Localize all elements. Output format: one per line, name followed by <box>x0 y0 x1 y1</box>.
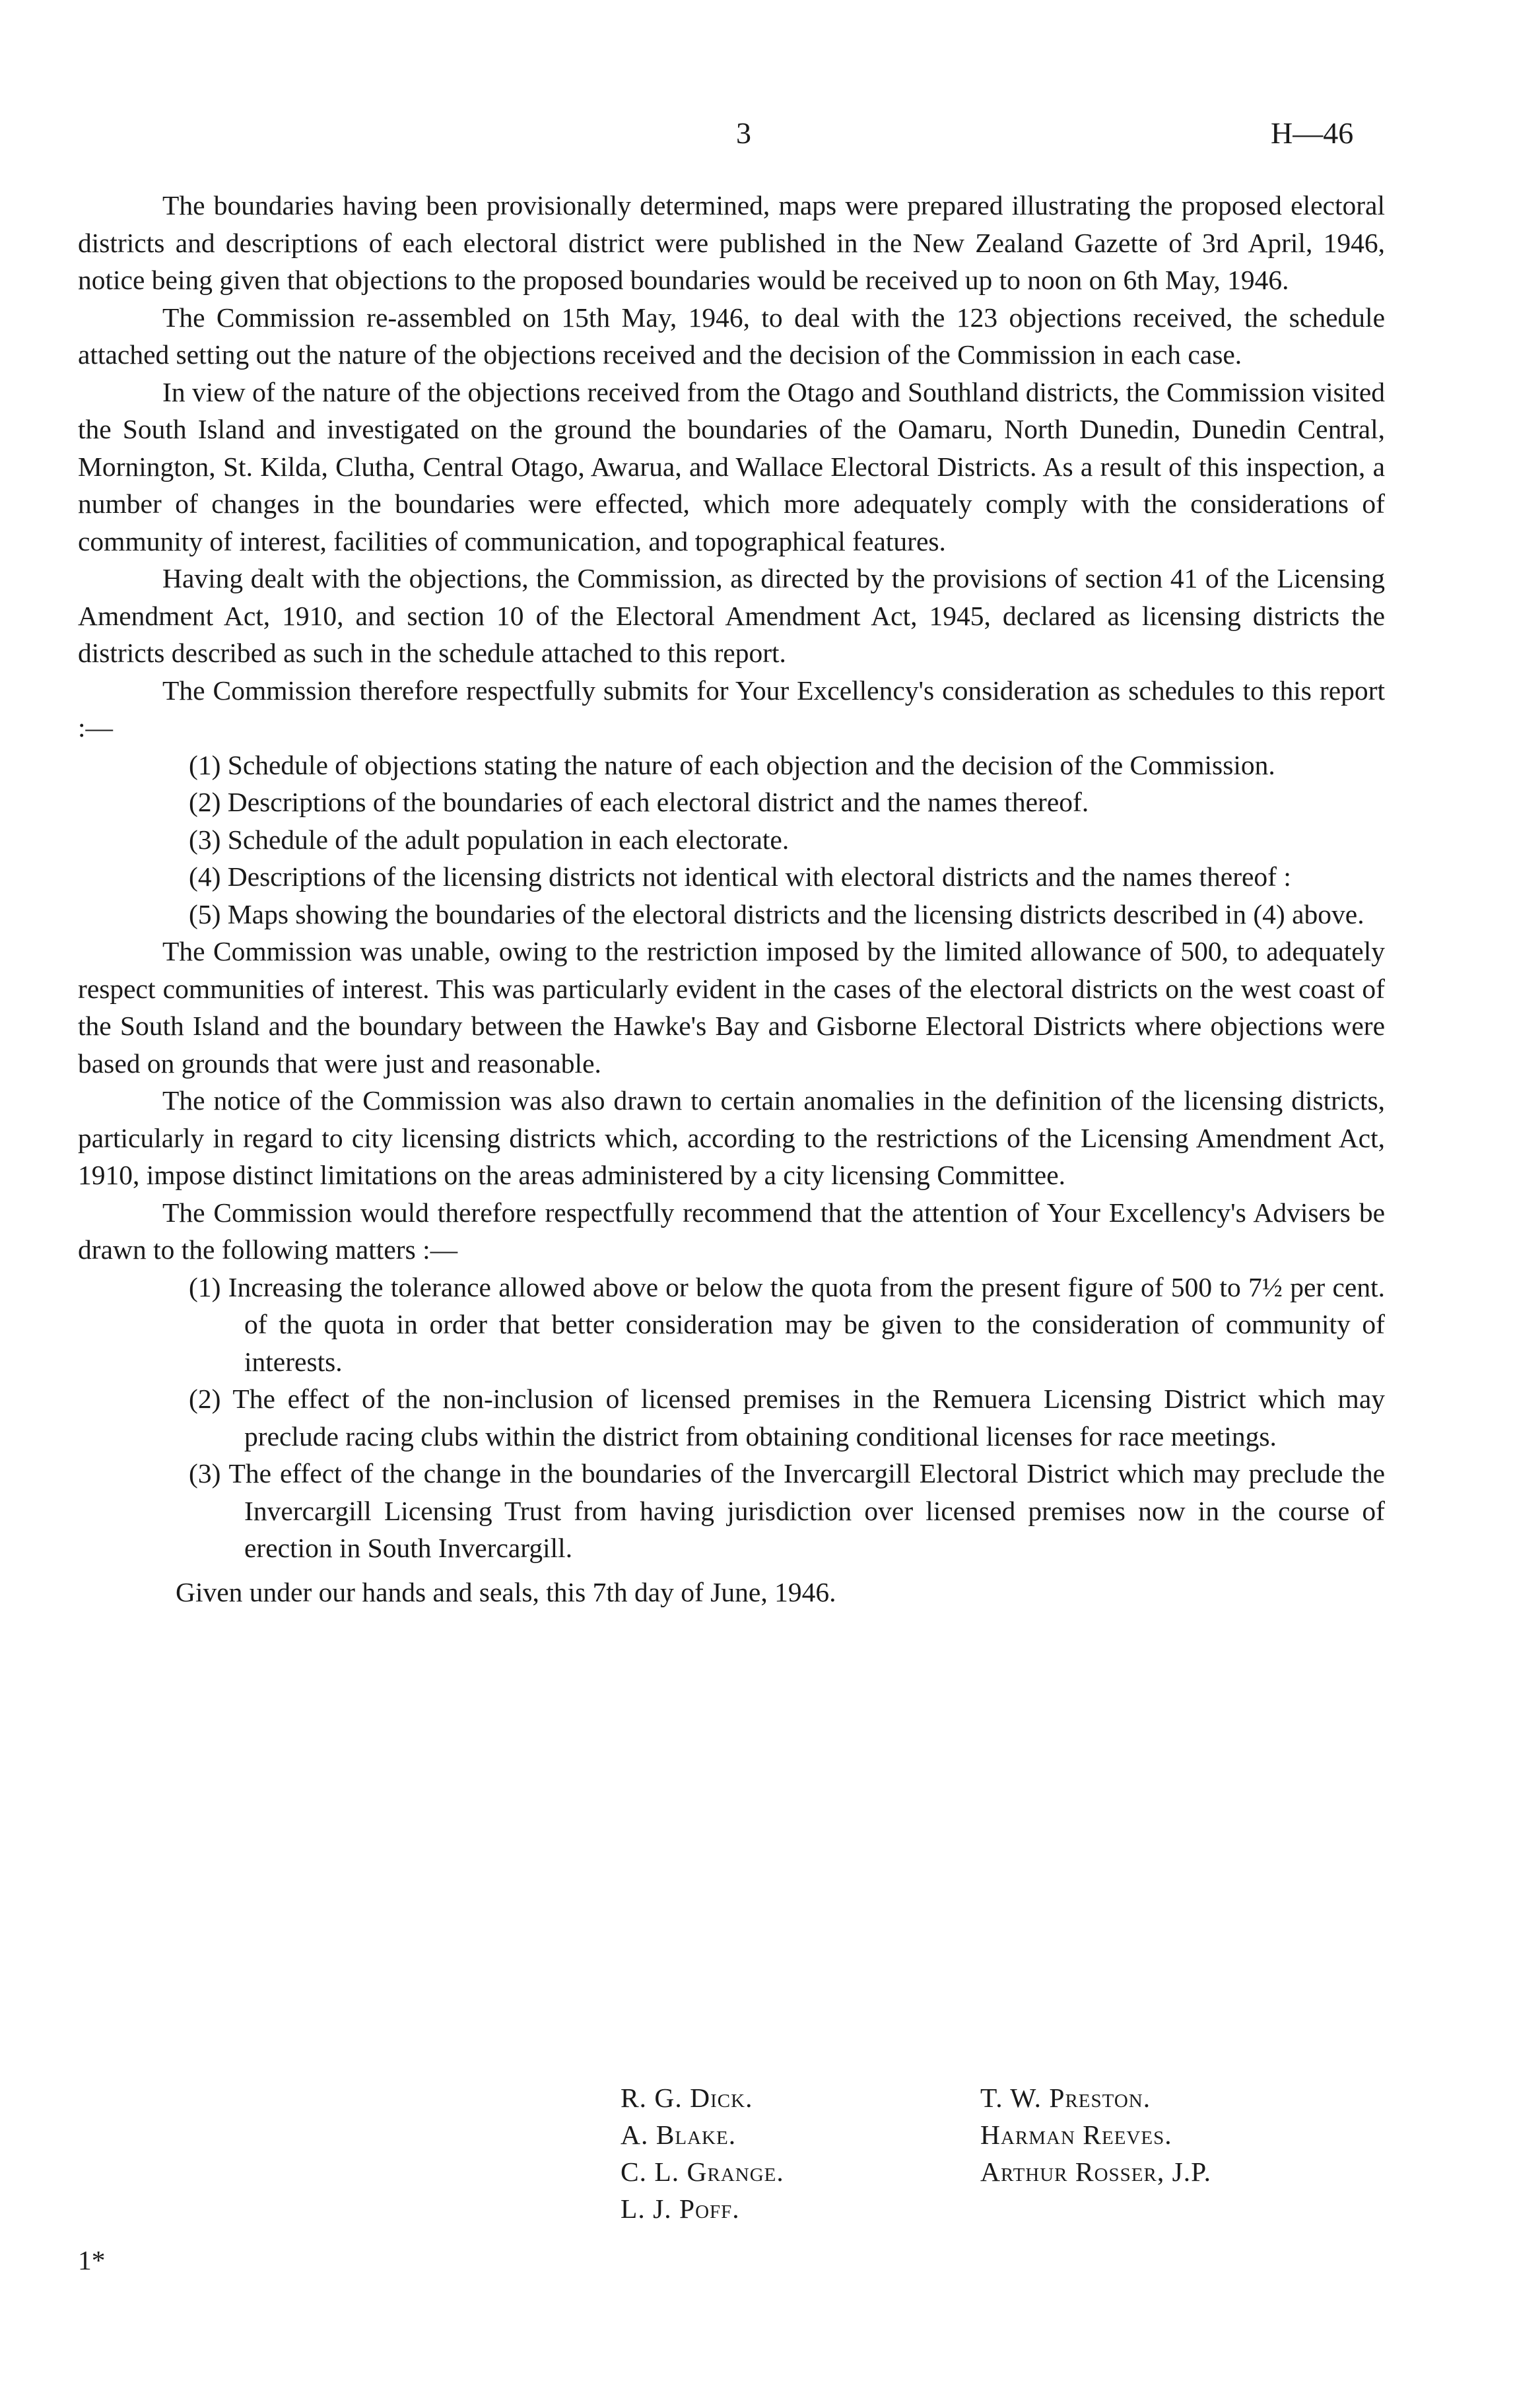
recommendation-item: (1) Increasing the tolerance allowed above or below the quota from the present figure of 500 to 7½ per cent. of the quota in order that better consideration may be given to the consideration of community of interests. <box>189 1271 1385 1377</box>
page-header <box>0 116 1513 168</box>
signature-column-left <box>621 2079 784 2227</box>
paragraph-boundaries: The boundaries having been provisionally determined, maps were prepared illustrating the proposed electoral districts and descriptions of each electoral district were published in the New Zealand Gazette of 3rd April, 1946, notice being given that objections to the proposed boundaries would be received up to noon on 6th May, 1946. <box>78 190 1385 295</box>
signatory: T. W. Preston. <box>980 2083 1151 2113</box>
report-body <box>78 187 1385 1611</box>
signature-column-right <box>980 2079 1211 2190</box>
schedule-item: (4) Descriptions of the licensing districts not identical with electoral districts and the names thereof : <box>189 861 1291 892</box>
paragraph-schedules-intro: The Commission therefore respectfully submits for Your Excellency's consideration as schedules to this report :— <box>78 675 1385 743</box>
schedule-item: (5) Maps showing the boundaries of the electoral districts and the licensing districts described in (4) above. <box>189 898 1364 929</box>
paragraph-anomalies: The notice of the Commission was also drawn to certain anomalies in the definition of the licensing districts, particularly in regard to city licensing districts which, according to the restrictions of the Licensing Amendment Act, 1910, impose distinct limitations on the areas administered by a city licensing Committee. <box>78 1085 1385 1190</box>
paragraph-unable: The Commission was unable, owing to the restriction imposed by the limited allowance of 500, to adequately respect communities of interest. This was particularly evident in the cases of the electoral districts on the west coast of the South Island and the boundary between the Hawke's Bay and Gisborne Electoral Districts where objections were based on grounds that were just and reasonable. <box>78 936 1385 1079</box>
recommendation-list <box>78 1269 1385 1567</box>
signature-mark: 1* <box>78 2245 106 2275</box>
signatory: Harman Reeves. <box>980 2120 1172 2150</box>
schedule-item: (2) Descriptions of the boundaries of each electoral district and the names thereof. <box>189 787 1089 817</box>
recommendation-item: (3) The effect of the change in the boundaries of the Invercargill Electoral District which may preclude the Invercargill Licensing Trust from having jurisdiction over licensed premises now in the course of erection in South Invercargill. <box>189 1458 1385 1563</box>
signatory: L. J. Poff. <box>621 2193 740 2224</box>
schedule-list <box>78 747 1385 933</box>
paragraph-south-island-visit: In view of the nature of the objections received from the Otago and Southland districts, the Commission visited the South Island and investigated on the ground the boundaries of the Oamaru, North Dunedin, Dunedin Central, Mornington, St. Kilda, Clutha, Central Otago, Awarua, and Wallace Electoral Districts. As a result of this inspection, a number of changes in the boundaries were effected, which more adequately comply with the considerations of community of interest, facilities of communication, and topographical features. <box>78 376 1385 556</box>
document-reference: H—46 <box>1271 116 1354 150</box>
paragraph-licensing-districts: Having dealt with the objections, the Commission, as directed by the provisions of section 41 of the Licensing Amendment Act, 1910, and section 10 of the Electoral Amendment Act, 1945, declared as licensing districts the districts described as such in the schedule attached to this report. <box>78 563 1385 668</box>
signatory: Arthur Rosser, J.P. <box>980 2157 1211 2187</box>
schedule-item: (3) Schedule of the adult population in each electorate. <box>189 824 790 855</box>
recommendation-item: (2) The effect of the non-inclusion of licensed premises in the Remuera Licensing District which may preclude racing clubs within the district from obtaining conditional licenses for race meetings. <box>189 1384 1385 1452</box>
schedule-item: (1) Schedule of objections stating the nature of each objection and the decision of the Commission. <box>189 749 1275 780</box>
paragraph-recommend: The Commission would therefore respectfully recommend that the attention of Your Excellency's Advisers be drawn to the following matters :— <box>78 1197 1385 1265</box>
signatory: R. G. Dick. <box>621 2083 753 2113</box>
paragraph-reassembled: The Commission re-assembled on 15th May, 1946, to deal with the 123 objections received, the schedule attached setting out the nature of the objections received and the decision of the Commission in each case. <box>78 302 1385 370</box>
given-under-hands: Given under our hands and seals, this 7th day of June, 1946. <box>176 1576 836 1607</box>
page-number: 3 <box>736 116 751 150</box>
signatory: A. Blake. <box>621 2120 737 2150</box>
signatory: C. L. Grange. <box>621 2157 784 2187</box>
